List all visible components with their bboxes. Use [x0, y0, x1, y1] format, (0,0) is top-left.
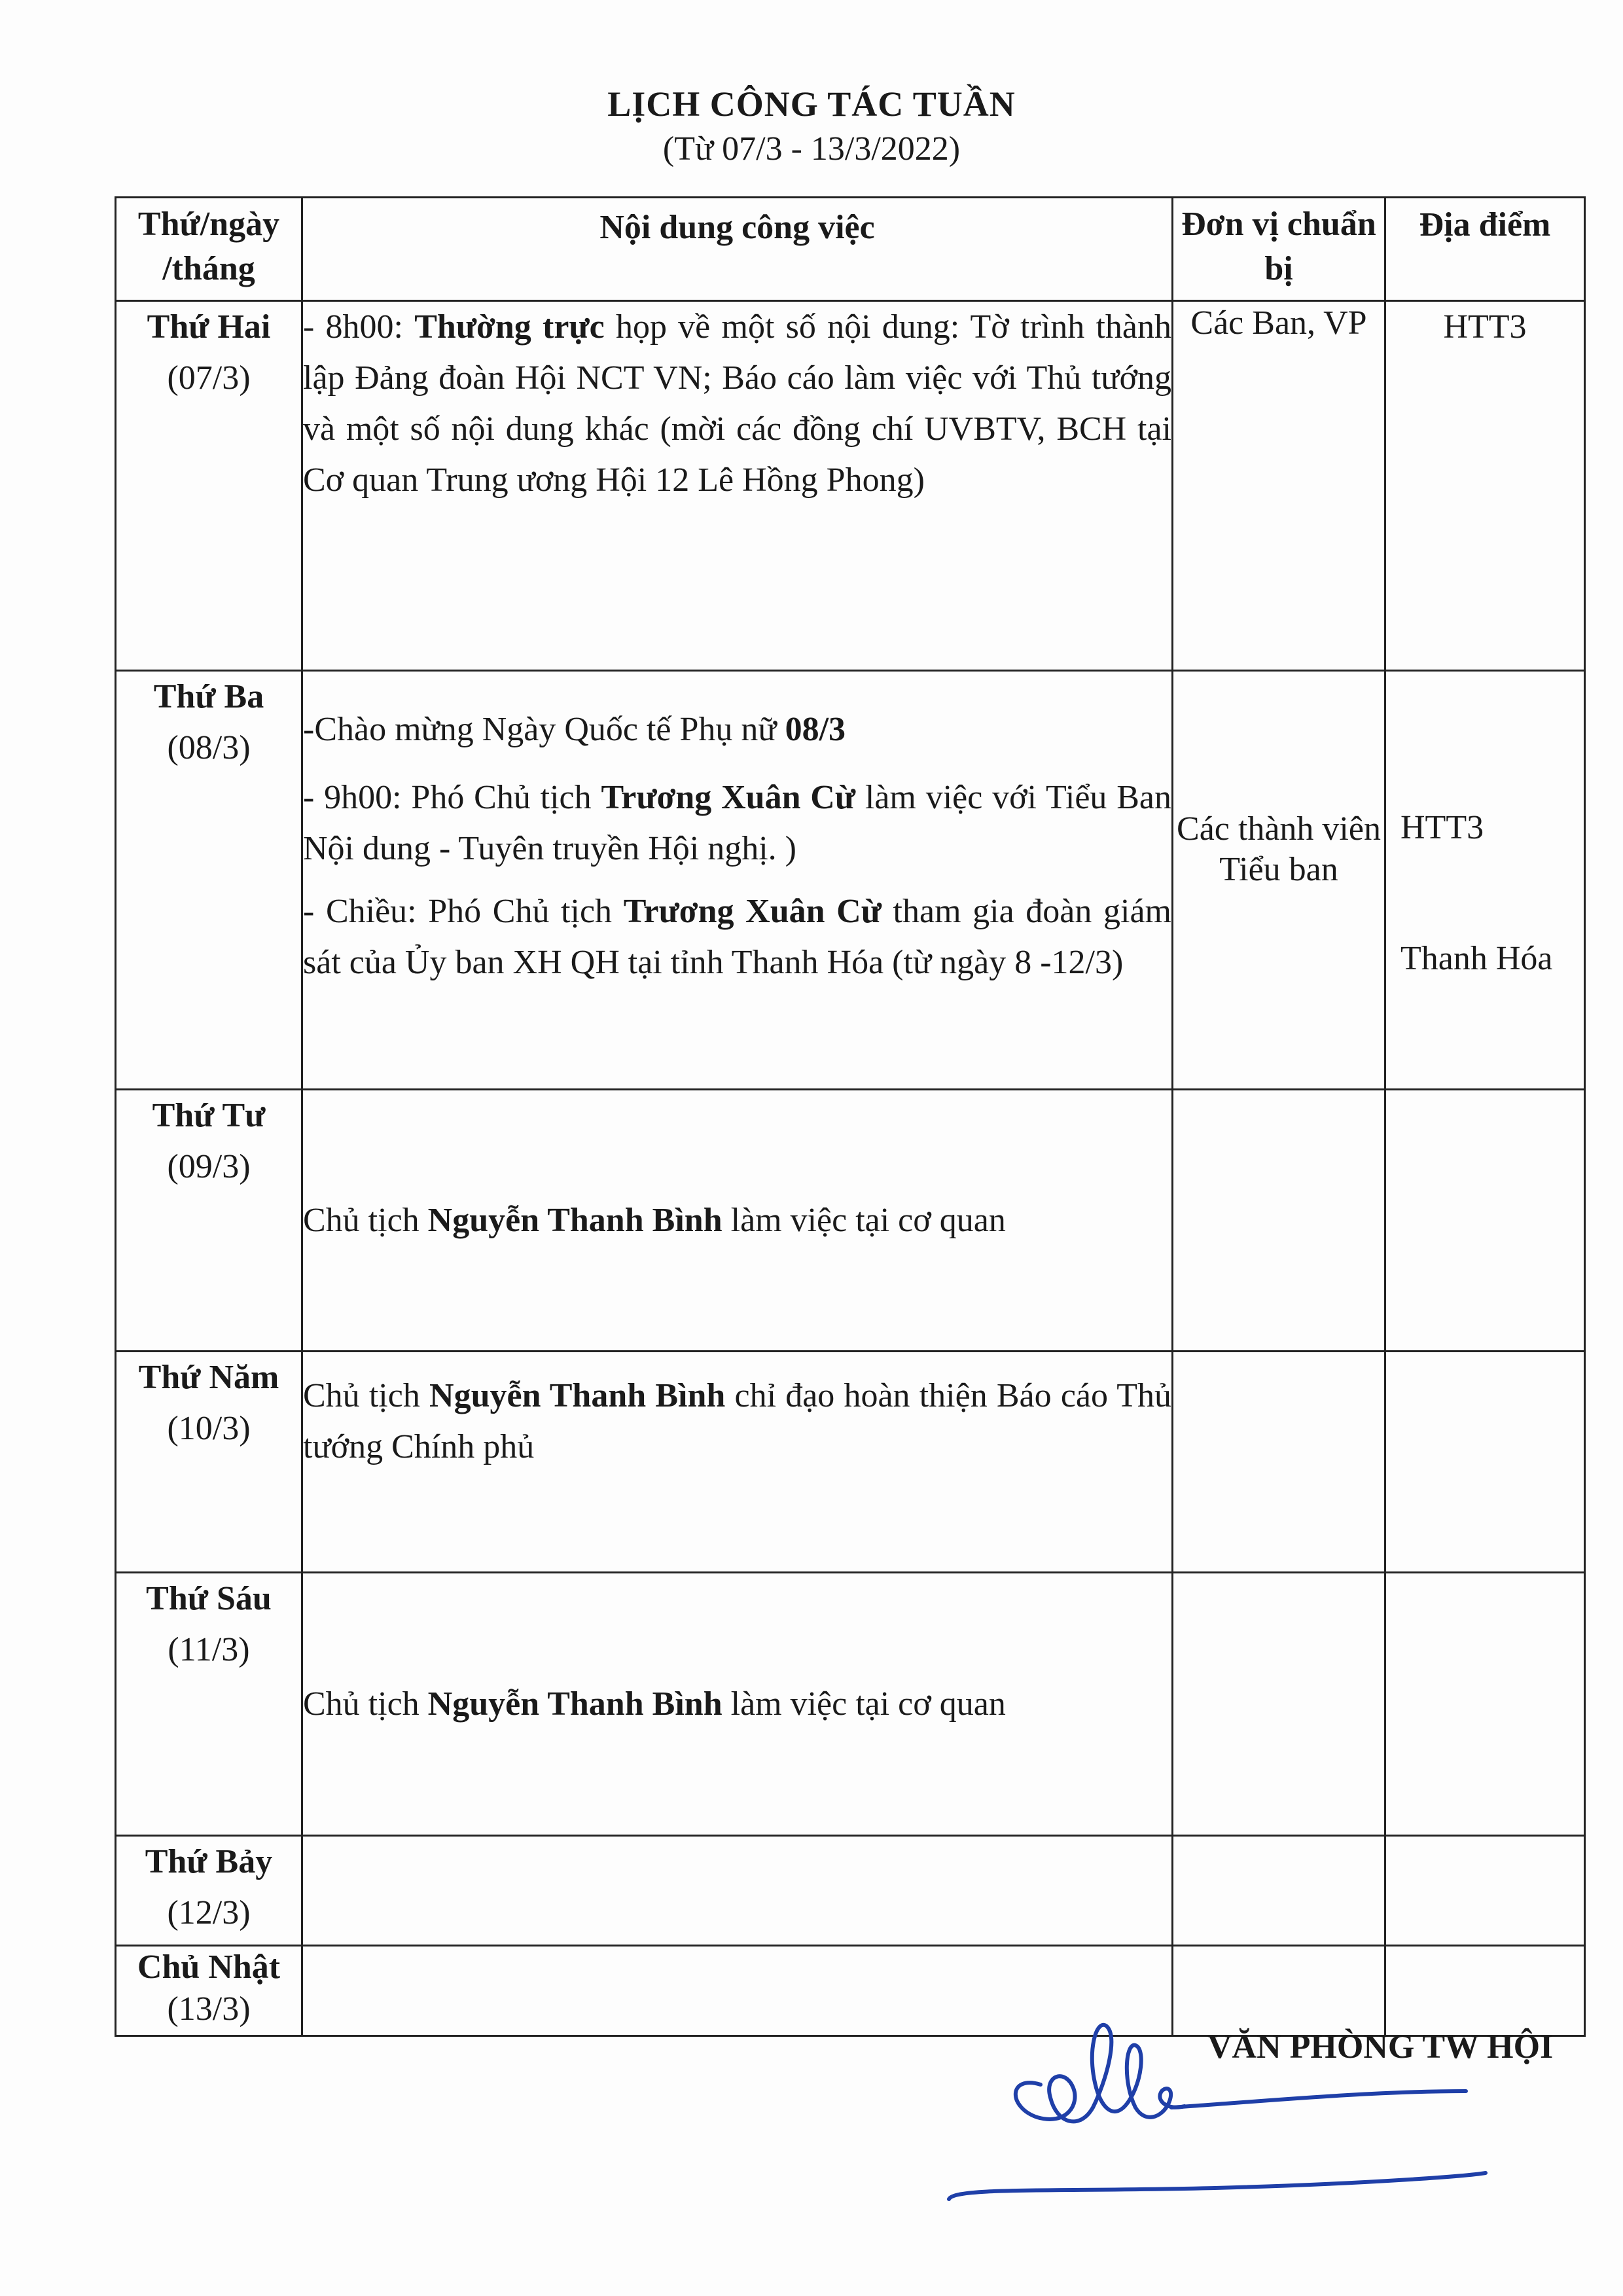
content-paragraph: Chủ tịch Nguyễn Thanh Bình làm việc tại cơ quan — [303, 1685, 1006, 1723]
issuing-office: VĂN PHÒNG TW HỘI — [1207, 2028, 1554, 2066]
content-cell — [302, 301, 1173, 671]
day-date: (13/3) — [167, 1990, 251, 2028]
day-name: Chủ Nhật — [137, 1948, 281, 1986]
table-row — [116, 301, 1585, 671]
day-cell — [116, 1090, 302, 1352]
day-cell — [116, 671, 302, 1090]
place-cell — [1385, 671, 1585, 1090]
day-cell — [116, 1352, 302, 1573]
unit-cell — [1173, 1573, 1385, 1836]
unit-cell: Các Ban, VP — [1173, 301, 1385, 671]
unit-cell: Các thành viên Tiểu ban — [1173, 671, 1385, 1090]
day-cell — [116, 301, 302, 671]
place-cell — [1385, 1090, 1585, 1352]
content-paragraph: Chủ tịch Nguyễn Thanh Bình làm việc tại cơ quan — [303, 1201, 1006, 1239]
content-paragraph: - 9h00: Phó Chủ tịch Trương Xuân Cừ làm việc với Tiểu Ban Nội dung - Tuyên truyền Hội nghị. ) — [303, 779, 1171, 867]
content-paragraph: Chủ tịch Nguyễn Thanh Bình chỉ đạo hoàn thiện Báo cáo Thủ tướng Chính phủ — [303, 1377, 1171, 1465]
day-date: (10/3) — [167, 1410, 251, 1447]
place-line: HTT3 — [1400, 809, 1484, 846]
content-cell — [302, 1573, 1173, 1836]
unit-cell — [1173, 1090, 1385, 1352]
day-name: Thứ Hai — [147, 308, 271, 346]
table-row — [116, 1836, 1585, 1946]
handwritten-signature — [910, 1977, 1499, 2206]
day-cell — [116, 1836, 302, 1946]
content-cell — [302, 671, 1173, 1090]
table-row — [116, 671, 1585, 1090]
day-cell — [116, 1573, 302, 1836]
col-header-content: Nội dung công việc — [302, 198, 1173, 301]
day-date: (07/3) — [167, 359, 251, 397]
place-cell: HTT3 — [1385, 301, 1585, 671]
content-paragraph: -Chào mừng Ngày Quốc tế Phụ nữ 08/3 — [303, 711, 846, 748]
day-date: (11/3) — [168, 1631, 250, 1668]
content-paragraph: - 8h00: Thường trực họp về một số nội dung: Tờ trình thành lập Đảng đoàn Hội NCT VN; Báo cáo làm việc với Thủ tướng và một số nội dung khác (mời các đồng chí UVBTV, BCH tại Cơ quan Trung ương Hội 12 Lê Hồng Phong) — [303, 308, 1172, 499]
col-header-day: Thứ/ngày /tháng — [116, 198, 302, 301]
content-cell — [302, 1090, 1173, 1352]
day-cell — [116, 1946, 302, 2036]
col-header-unit: Đơn vị chuẩn bị — [1173, 198, 1385, 301]
place-cell — [1385, 1836, 1585, 1946]
content-cell — [302, 1836, 1173, 1946]
day-name: Thứ Năm — [138, 1359, 279, 1396]
unit-cell — [1173, 1836, 1385, 1946]
day-name: Thứ Ba — [153, 678, 264, 715]
place-cell — [1385, 1573, 1585, 1836]
day-name: Thứ Tư — [152, 1097, 266, 1134]
content-cell — [302, 1352, 1173, 1573]
page-title: LỊCH CÔNG TÁC TUẦN — [607, 84, 1016, 124]
schedule-table — [115, 196, 1586, 2037]
place-cell — [1385, 1352, 1585, 1573]
day-name: Thứ Sáu — [146, 1580, 272, 1617]
unit-cell — [1173, 1352, 1385, 1573]
header-row — [116, 198, 1585, 301]
table-row — [116, 1352, 1585, 1573]
day-date: (08/3) — [167, 729, 251, 766]
col-header-place: Địa điểm — [1385, 198, 1585, 301]
place-line: Thanh Hóa — [1400, 940, 1553, 977]
table-row — [116, 1573, 1585, 1836]
content-paragraph: - Chiều: Phó Chủ tịch Trương Xuân Cừ tham gia đoàn giám sát của Ủy ban XH QH tại tỉnh Thanh Hóa (từ ngày 8 -12/3) — [303, 893, 1171, 981]
day-date: (12/3) — [167, 1894, 251, 1931]
date-range: (Từ 07/3 - 13/3/2022) — [662, 130, 961, 168]
day-name: Thứ Bảy — [145, 1843, 273, 1880]
day-date: (09/3) — [167, 1148, 251, 1185]
table-row — [116, 1090, 1585, 1352]
